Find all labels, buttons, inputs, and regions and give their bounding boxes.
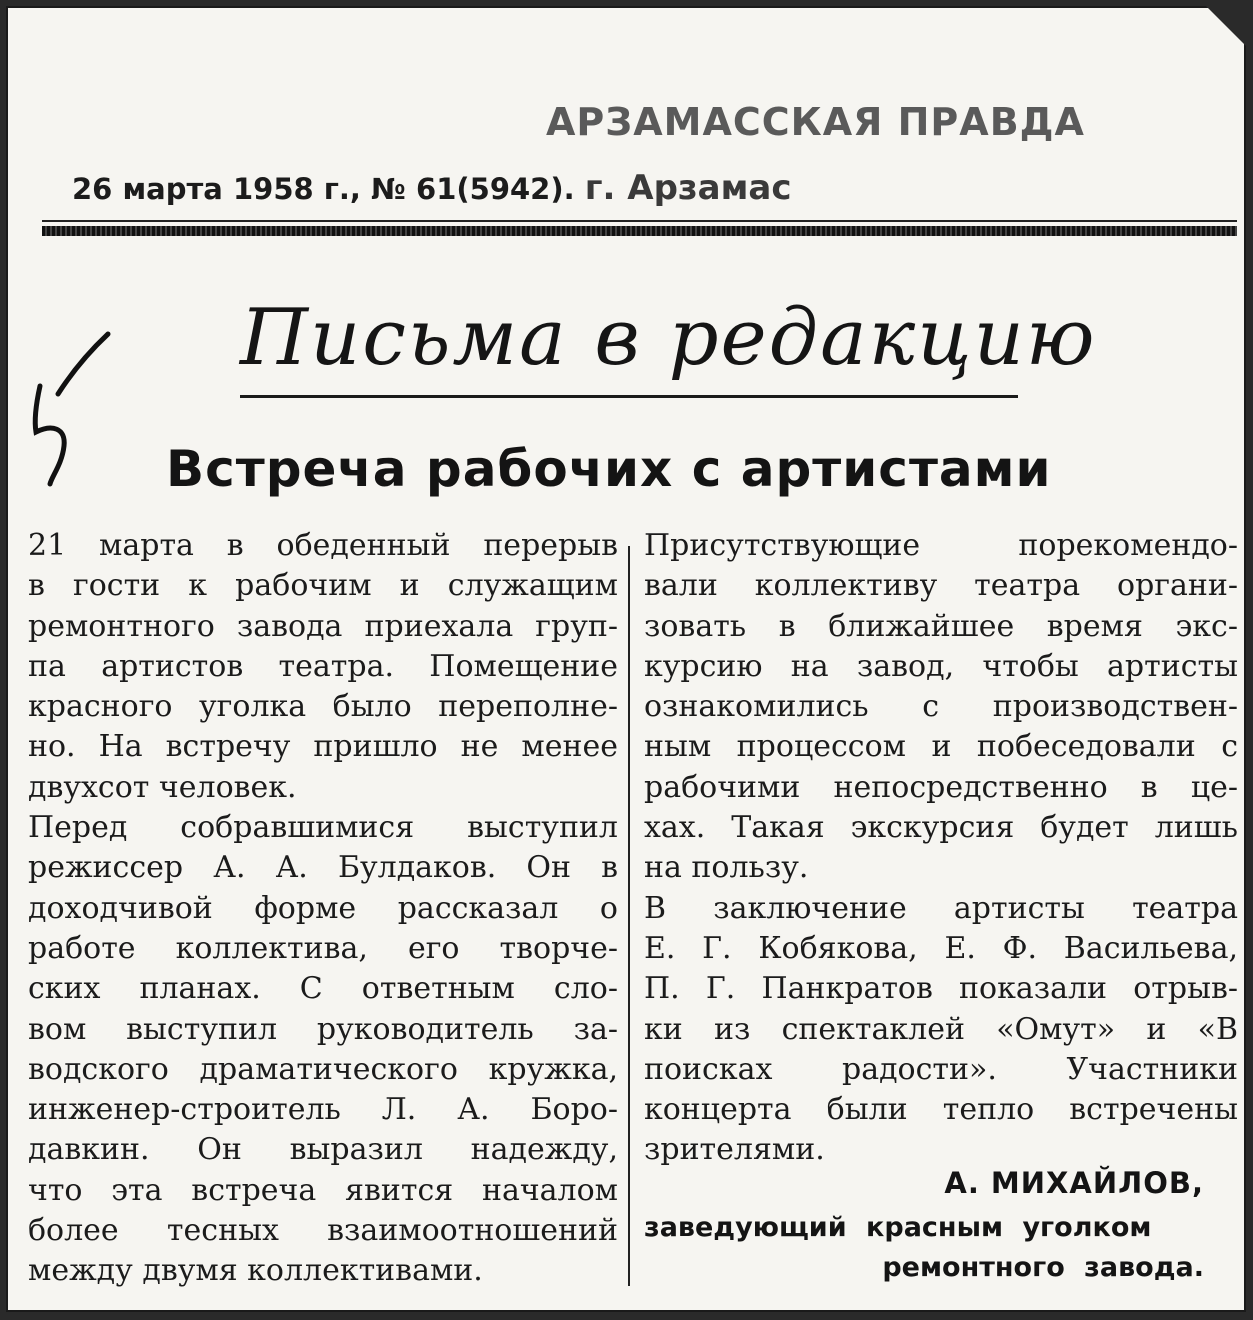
text-line: зрителями. (644, 1132, 825, 1168)
header-rule-thin (42, 220, 1237, 222)
header-rule-thick (42, 226, 1237, 236)
text-line: водского драматического кружка, (28, 1051, 618, 1087)
text-line: курсию на завод, чтобы артисты (644, 648, 1238, 684)
signature-title-line2: ремонтного завода. (882, 1252, 1204, 1283)
text-line: хах. Такая экскурсия будет лишь (644, 810, 1238, 846)
article-column-left (28, 526, 618, 1292)
masthead: АРЗАМАССКАЯ ПРАВДА (546, 100, 1085, 144)
dateline-date-issue: 26 марта 1958 г., № 61(5942). (72, 172, 575, 206)
text-line: на пользу. (644, 850, 809, 886)
rubric-title: Письма в редакцию (240, 293, 1097, 383)
text-line: В заключение артисты театра (644, 890, 1238, 926)
text-line: ки из спектаклей «Омут» и «В (644, 1011, 1238, 1047)
text-line: инженер-строитель Л. А. Боро- (28, 1092, 618, 1128)
text-line: более тесных взаимоотношений (28, 1213, 618, 1249)
text-line: поисках радости». Участники (644, 1051, 1238, 1087)
text-line: но. На встречу пришло не менее (28, 729, 618, 765)
dateline (72, 168, 792, 208)
torn-corner (1206, 6, 1246, 46)
newspaper-clipping (6, 6, 1246, 1312)
text-line: работе коллектива, его творче- (28, 930, 618, 966)
text-line: двухсот человек. (28, 769, 297, 805)
article-headline: Встреча рабочих с артистами (166, 440, 1052, 498)
text-line: па артистов театра. Помещение (28, 648, 618, 684)
text-line: ских планах. С ответным сло- (28, 971, 618, 1007)
text-line: вом выступил руководитель за- (28, 1011, 618, 1047)
handwritten-mark-icon (22, 324, 122, 494)
signature-name: А. МИХАЙЛОВ, (944, 1166, 1204, 1200)
text-line: давкин. Он выразил надежду, (28, 1132, 618, 1168)
text-line: режиссер А. А. Булдаков. Он в (28, 850, 618, 886)
text-line: Перед собравшимися выступил (28, 810, 618, 846)
signature-title-line1: заведующий красным уголком (644, 1212, 1152, 1243)
text-line: в гости к рабочим и служащим (28, 568, 618, 604)
text-line: ремонтного завода приехала груп- (28, 608, 618, 644)
text-line: что эта встреча явится началом (28, 1172, 618, 1208)
text-line: рабочими непосредственно в це- (644, 769, 1238, 805)
text-line: Присутствующие порекомендо- (644, 528, 1238, 563)
text-line: 21 марта в обеденный перерыв (28, 528, 618, 563)
text-line: ознакомились с производствен- (644, 689, 1238, 725)
text-line: красного уголка было переполне- (28, 689, 618, 725)
text-line: концерта были тепло встречены (644, 1092, 1238, 1128)
text-line: зовать в ближайшее время экс- (644, 608, 1238, 644)
rubric-underline (240, 395, 1018, 398)
text-line: ным процессом и побеседовали с (644, 729, 1238, 765)
text-line: доходчивой форме рассказал о (28, 890, 618, 926)
column-divider (628, 546, 630, 1286)
dateline-city: г. Арзамас (584, 168, 792, 208)
text-line: П. Г. Панкратов показали отрыв- (644, 971, 1238, 1007)
text-line: Е. Г. Кобякова, Е. Ф. Васильева, (644, 930, 1238, 966)
article-column-right (644, 526, 1238, 1171)
text-line: между двумя коллективами. (28, 1253, 483, 1289)
text-line: вали коллективу театра органи- (644, 568, 1238, 604)
